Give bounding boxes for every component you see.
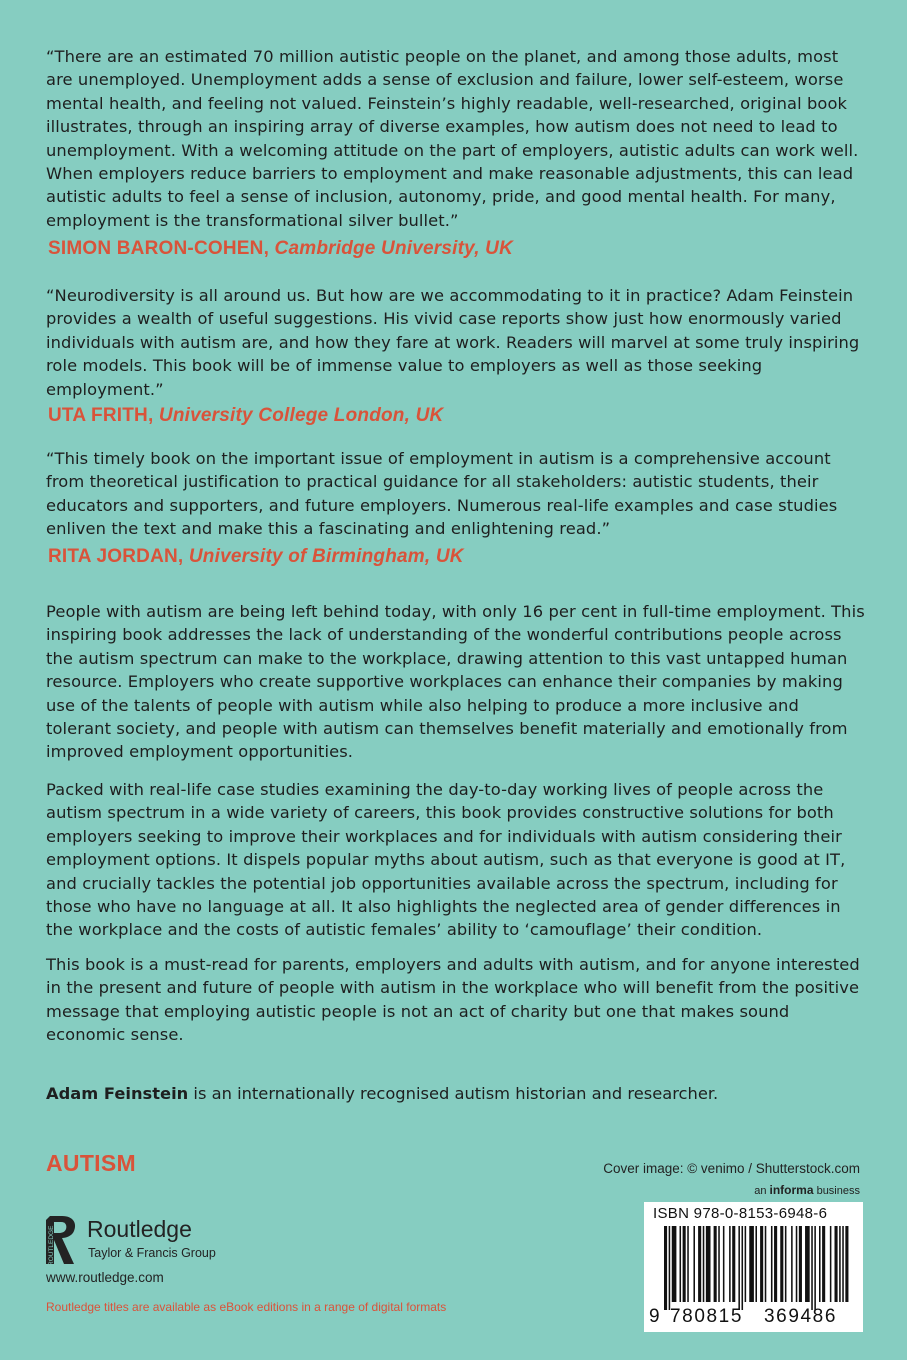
- barcode-digits: [644, 1306, 863, 1330]
- author-name: Adam Feinstein: [46, 1084, 189, 1103]
- barcode-bar: [714, 1226, 717, 1302]
- barcode-bar: [822, 1226, 825, 1302]
- informa-brand: informa: [769, 1183, 814, 1197]
- barcode-bar: [796, 1226, 798, 1302]
- barcode-bar: [718, 1226, 720, 1302]
- barcode-bar: [742, 1226, 744, 1310]
- barcode-bar: [664, 1226, 667, 1310]
- barcode-digits-left: 780815: [670, 1306, 744, 1327]
- barcode-bar: [791, 1226, 793, 1302]
- subject-category: AUTISM: [46, 1150, 136, 1176]
- barcode-bar: [749, 1226, 754, 1302]
- barcode-bar: [839, 1226, 841, 1302]
- barcode-bar: [755, 1226, 757, 1302]
- barcode-digits-right: 369486: [764, 1306, 838, 1327]
- endorsement-quote-1: “There are an estimated 70 million autistic people on the planet, and among those adults, most are unemployed. Unemployment adds a sense of exclusion and failure, lower self-esteem, worse mental health, and feeling not valued. Feinstein’s highly readable, well-researched, original book illustrates, through an inspiring array of diverse examples, how autism does not need to lead to unemployment. With a welcoming attitude on the part of employers, autistic adults can work well. When employers reduce barriers to employment and make reasonable adjustments, this can lead autistic adults to feel a sense of inclusion, autonomy, pride, and good mental health. For many, employment is the transformational silver bullet.”: [46, 47, 859, 230]
- description-paragraph-3: This book is a must-read for parents, employers and adults with autism, and for anyone interested in the present and future of people with autism in the workplace who will benefit from the positive message that employing autistic people is not an act of charity but one that makes sound economic sense.: [46, 955, 860, 1045]
- barcode-bar: [723, 1226, 725, 1302]
- barcode-bar: [729, 1226, 731, 1302]
- endorsement-attribution-3: [48, 546, 464, 568]
- barcode-bar: [738, 1226, 740, 1310]
- barcode-bar: [842, 1226, 844, 1302]
- barcode-bar: [683, 1226, 686, 1302]
- barcode-bar: [805, 1226, 810, 1302]
- barcode-bar: [672, 1226, 677, 1302]
- barcode-bar: [732, 1226, 735, 1302]
- barcode-bar: [669, 1226, 671, 1310]
- barcode-bars: [644, 1226, 863, 1310]
- description-paragraph-1: People with autism are being left behind today, with only 16 per cent in full-time employment. This inspiring book addresses the lack of understanding of the wonderful contributions people across the autism spectrum can make to the workplace, drawing attention to this vast untapped human resource. Employers who create supportive workplaces can enhance their companies by making use of the talents of people with autism while also helping to produce a more inclusive and tolerant society, and people with autism can themselves benefit materially and emotionally from improved employment opportunities.: [46, 602, 865, 762]
- endorser-name-3: RITA JORDAN,: [48, 546, 184, 567]
- barcode-bar: [819, 1226, 821, 1302]
- publisher-name: Routledge: [87, 1216, 192, 1242]
- barcode-digit-lead: 9: [649, 1306, 660, 1327]
- barcode-bar: [680, 1226, 682, 1302]
- informa-line: [754, 1183, 860, 1197]
- isbn-label: ISBN 978-0-8153-6948-6: [653, 1205, 828, 1222]
- informa-prefix: an: [754, 1185, 770, 1197]
- barcode-bar: [687, 1226, 689, 1302]
- barcode-bar: [845, 1226, 848, 1302]
- author-bio-text: is an internationally recognised autism historian and researcher.: [188, 1084, 719, 1103]
- barcode-bar: [785, 1226, 787, 1302]
- barcode-bar: [835, 1226, 838, 1302]
- barcode-bar: [760, 1226, 763, 1302]
- barcode-bar: [814, 1226, 816, 1310]
- endorser-affiliation-1: Cambridge University, UK: [274, 238, 514, 259]
- barcode-bar: [774, 1226, 777, 1302]
- description-paragraph-2: Packed with real-life case studies examining the day-to-day working lives of people across the autism spectrum in a wide variety of careers, this book provides constructive solutions for both employers seeking to improve their workplaces and for individuals with autism considering their employment options. It dispels popular myths about autism, such as that everyone is good at IT, and crucially tackles the potential job opportunities available across the spectrum, including for those who have no language at all. It also highlights the neglected area of gender differences in the workplace and the costs of autistic females’ ability to ‘camouflage’ their condition.: [46, 780, 846, 940]
- endorser-name-2: UTA FRITH,: [48, 405, 154, 426]
- endorsement-quote-3: “This timely book on the important issue of employment in autism is a comprehensive account from theoretical justification to practical guidance for all stakeholders: autistic students, their educators and supporters, and future employers. Numerous real-life examples and case studies enliven the text and make this a fascinating and enlightening read.”: [46, 449, 838, 539]
- author-bio: [46, 1082, 866, 1105]
- barcode-bar: [799, 1226, 802, 1302]
- informa-suffix: business: [813, 1185, 860, 1197]
- barcode-bar: [693, 1226, 695, 1302]
- routledge-logo-vertical-text: [45, 1214, 55, 1270]
- publisher-group: Taylor & Francis Group: [88, 1246, 216, 1260]
- endorser-affiliation-2: University College London, UK: [158, 405, 444, 426]
- barcode-bar: [745, 1226, 747, 1302]
- endorsement-attribution-1: [48, 238, 513, 260]
- barcode-bar: [703, 1226, 705, 1302]
- isbn-barcode: [644, 1202, 863, 1332]
- endorser-name-1: SIMON BARON-COHEN,: [48, 238, 270, 259]
- barcode-bar: [698, 1226, 701, 1302]
- endorsement-attribution-2: [48, 405, 443, 427]
- barcode-bar: [830, 1226, 832, 1302]
- barcode-bar: [765, 1226, 767, 1302]
- publisher-website[interactable]: www.routledge.com: [46, 1270, 164, 1285]
- cover-credit: Cover image: © venimo / Shutterstock.com: [603, 1161, 860, 1176]
- endorser-affiliation-3: University of Birmingham, UK: [188, 546, 464, 567]
- svg-text:ROUTLEDGE: ROUTLEDGE: [48, 1225, 55, 1266]
- barcode-bar: [706, 1226, 711, 1302]
- barcode-bar: [811, 1226, 813, 1310]
- ebook-note: Routledge titles are available as eBook editions in a range of digital formats: [46, 1300, 447, 1314]
- barcode-bar: [771, 1226, 773, 1302]
- barcode-bar: [780, 1226, 783, 1302]
- endorsement-quote-2: “Neurodiversity is all around us. But how are we accommodating to it in practice? Adam Feinstein provides a wealth of useful suggestions. His vivid case reports show just how enormously varied individuals with autism are, and how they fare at work. Readers will marvel at some truly inspiring role models. This book will be of immense value to employers as well as those seeking employment.”: [46, 286, 860, 399]
- publisher-logo: [44, 1214, 244, 1270]
